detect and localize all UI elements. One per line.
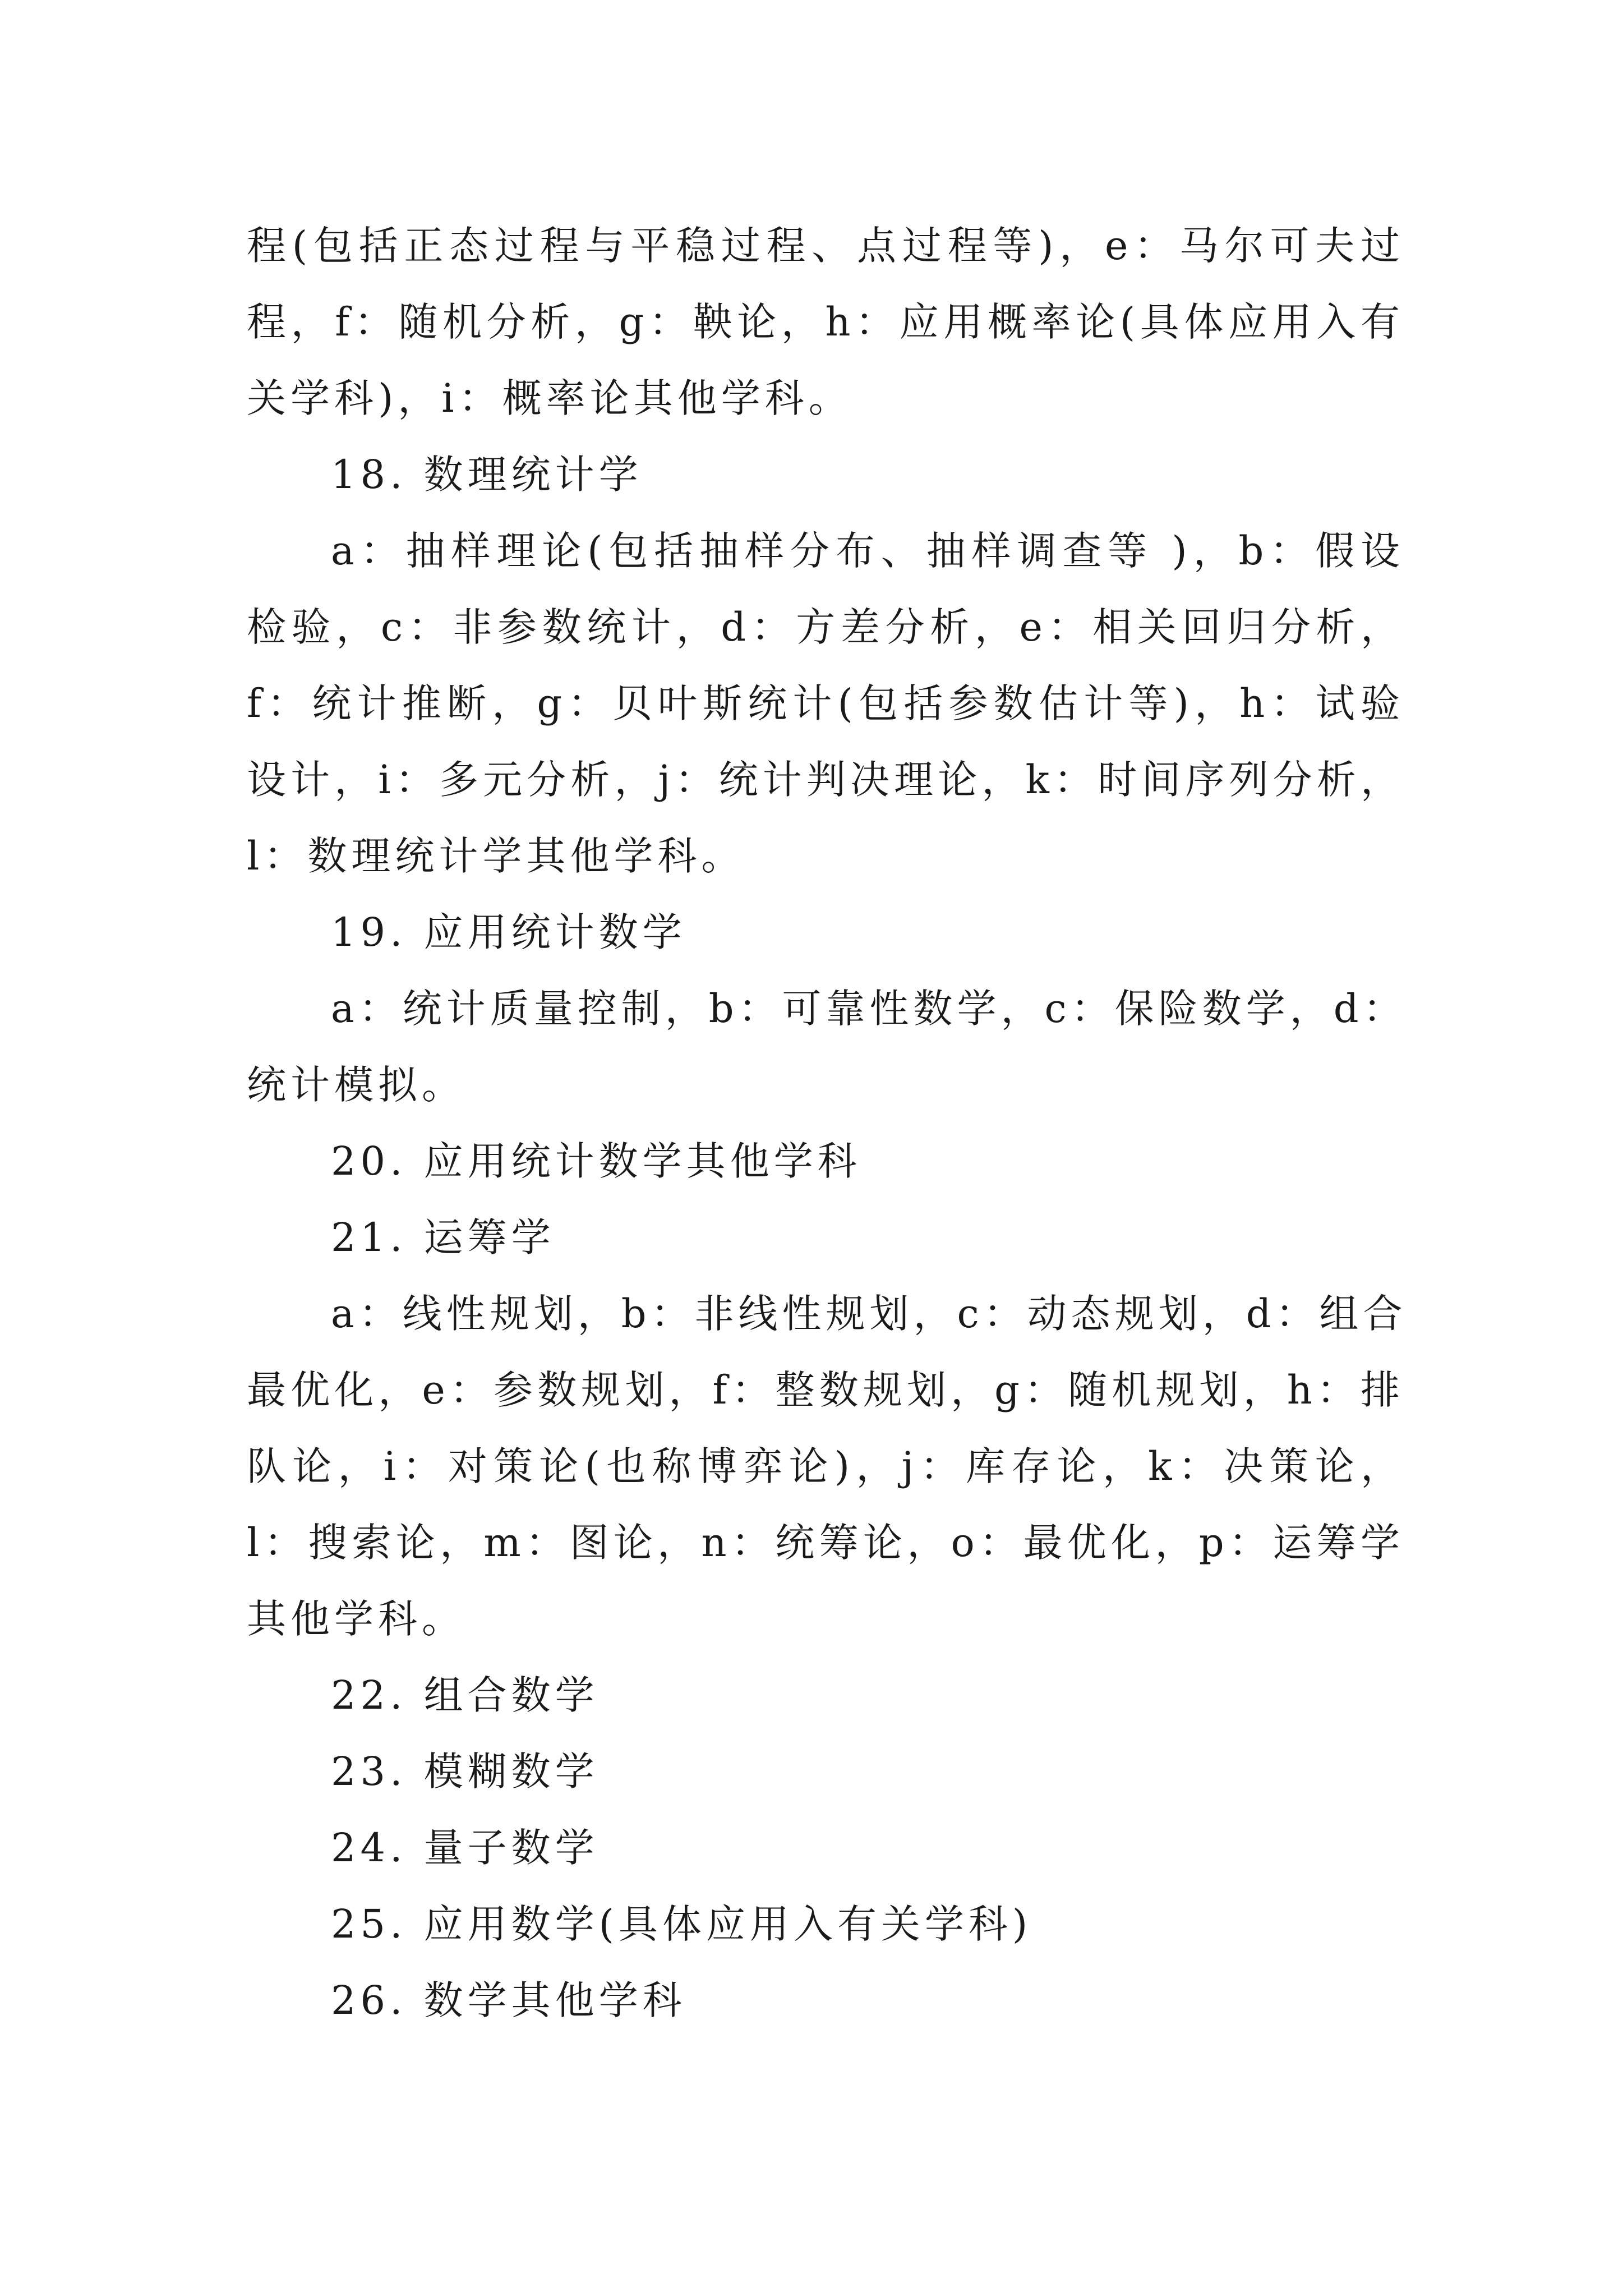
section-heading: 26. 数学其他学科: [331, 1977, 686, 2023]
document-body: [247, 208, 1407, 2039]
section-heading: 20. 应用统计数学其他学科: [331, 1138, 861, 1184]
text-line: 设计，i：多元分析，j：统计判决理论，k：时间序列分析，: [247, 757, 1404, 803]
text-line: a：线性规划，b：非线性规划，c：动态规划，d：组合: [331, 1291, 1407, 1337]
section-heading: 19. 应用统计数学: [331, 909, 686, 955]
text-line: a：抽样理论(包括抽样分布、抽样调查等 )，b：假设: [331, 528, 1404, 574]
text-line: 程，f：随机分析，g：鞅论，h：应用概率论(具体应用入有: [247, 299, 1404, 345]
text-line: 检验，c：非参数统计，d：方差分析，e：相关回归分析，: [247, 604, 1404, 650]
text-line: a：统计质量控制，b：可靠性数学，c：保险数学，d：: [331, 986, 1407, 1032]
text-line: 最优化，e：参数规划，f：整数规划，g：随机规划，h：排: [247, 1367, 1404, 1413]
text-line: 程(包括正态过程与平稳过程、点过程等)，e：马尔可夫过: [247, 223, 1404, 269]
text-line: 其他学科。: [247, 1596, 465, 1642]
text-line: l：数理统计学其他学科。: [247, 833, 745, 879]
text-line: l：搜索论，m：图论，n：统筹论，o：最优化，p：运筹学: [247, 1520, 1404, 1566]
text-line: 队论，i：对策论(也称博弈论)，j：库存论，k：决策论，: [247, 1443, 1404, 1489]
section-heading: 25. 应用数学(具体应用入有关学科): [331, 1901, 1032, 1947]
text-line: 统计模拟。: [247, 1062, 465, 1108]
section-heading: 21. 运筹学: [331, 1214, 555, 1260]
section-heading: 23. 模糊数学: [331, 1749, 599, 1795]
section-heading: 22. 组合数学: [331, 1672, 599, 1718]
text-line: f：统计推断，g：贝叶斯统计(包括参数估计等)，h：试验: [247, 680, 1404, 726]
section-heading: 24. 量子数学: [331, 1825, 599, 1871]
text-line: 关学科)，i：概率论其他学科。: [247, 375, 852, 421]
section-heading: 18. 数理统计学: [331, 452, 643, 498]
